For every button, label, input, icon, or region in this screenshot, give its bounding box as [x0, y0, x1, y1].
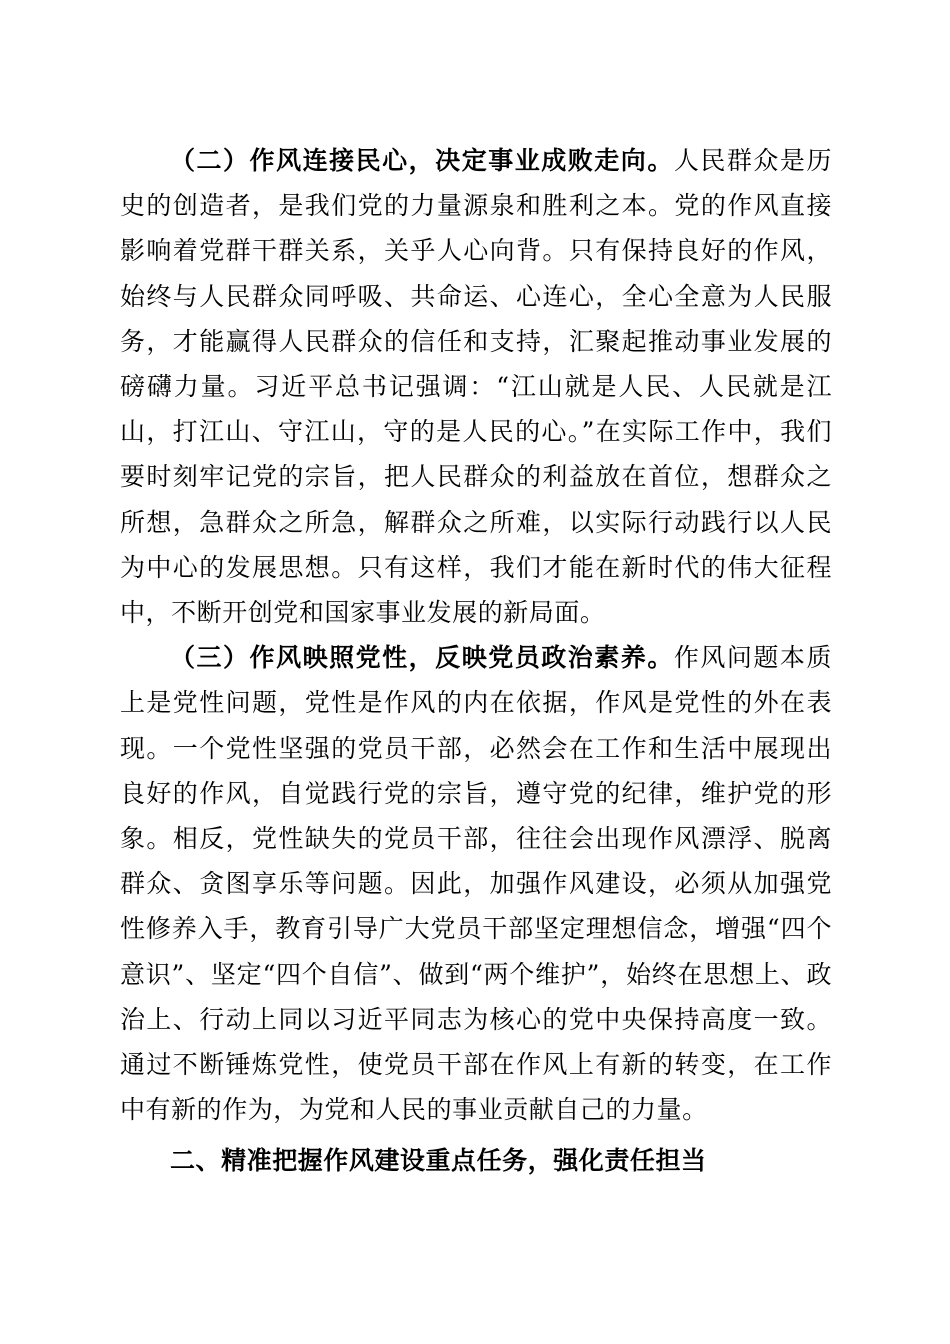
section-heading: 二、精准把握作风建设重点任务，强化责任担当 — [170, 1146, 707, 1176]
paragraph-2 — [120, 138, 832, 635]
paragraph-3-lead: （三）作风映照党性，反映党员政治素养。 — [170, 643, 674, 673]
paragraph-2-body: 人民群众是历史的创造者，是我们党的力量源泉和胜利之本。党的作风直接影响着党群干群关系，关乎人心向背。只有保持良好的作风，始终与人民群众同呼吸、共命运、心连心，全心全意为人民服务，才能赢得人民群众的信任和支持，汇聚起推动事业发展的磅礴力量。习近平总书记强调：“江山就是人民、人民就是江山，打江山、守江山，守的是人民的心。”在实际工作中，我们要时刻牢记党的宗旨，把人民群众的利益放在首位，想群众之所想，急群众之所急，解群众之所难，以实际行动践行以人民为中心的发展思想。只有这样，我们才能在新时代的伟大征程中，不断开创党和国家事业发展的新局面。 — [120, 146, 833, 628]
paragraph-3-body: 作风问题本质上是党性问题，党性是作风的内在依据，作风是党性的外在表现。一个党性坚强的党员干部，必然会在工作和生活中展现出良好的作风，自觉践行党的宗旨，遵守党的纪律，维护党的形象。相反，党性缺失的党员干部，往往会出现作风漂浮、脱离群众、贪图享乐等问题。因此，加强作风建设，必须从加强党性修养入手，教育引导广大党员干部坚定理想信念，增强“四个意识”、坚定“四个自信”、做到“两个维护”，始终在思想上、政治上、行动上同以习近平同志为核心的党中央保持高度一致。通过不断锤炼党性，使党员干部在作风上有新的转变，在工作中有新的作为，为党和人民的事业贡献自己的力量。 — [120, 643, 833, 1125]
paragraph-3 — [120, 635, 832, 1132]
paragraph-2-lead: （二）作风连接民心，决定事业成败走向。 — [170, 146, 674, 175]
document-page — [120, 138, 832, 1183]
